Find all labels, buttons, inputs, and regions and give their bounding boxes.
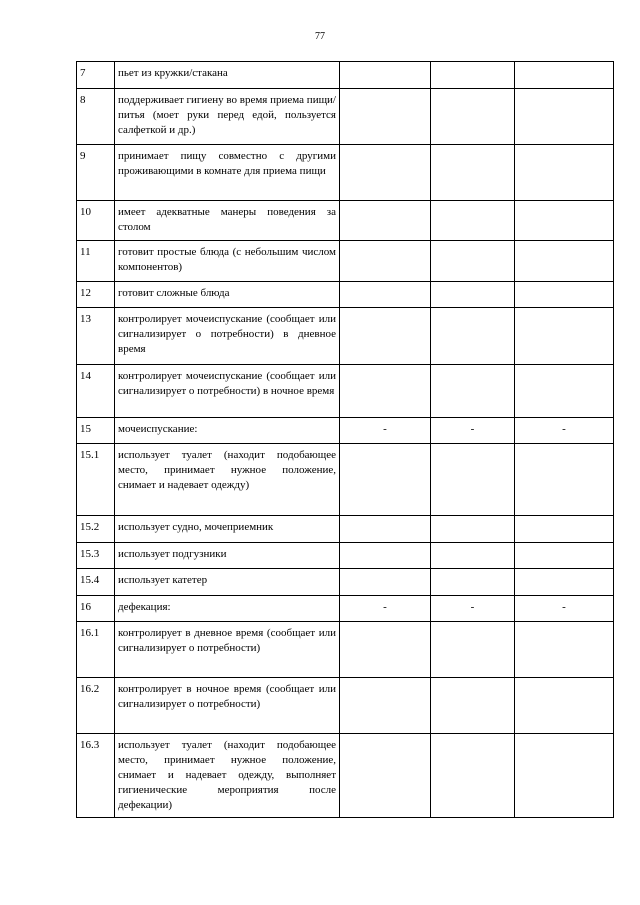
row-description: контролирует в дневное время (сообщает или сигнализирует о потребности): [115, 622, 340, 678]
row-cell: [340, 308, 431, 365]
row-cell: -: [340, 596, 431, 622]
row-cell: [340, 734, 431, 818]
row-cell: -: [431, 418, 515, 444]
row-cell: [340, 543, 431, 569]
row-cell: [515, 444, 614, 516]
row-number: 15: [77, 418, 115, 444]
table-row: [77, 145, 614, 201]
row-cell: [431, 678, 515, 734]
table-row: [77, 282, 614, 308]
row-cell: [340, 145, 431, 201]
row-number: 15.4: [77, 569, 115, 596]
row-cell: [431, 89, 515, 145]
page-number: 77: [315, 31, 325, 42]
row-number: 8: [77, 89, 115, 145]
table-row: [77, 569, 614, 596]
table-row: [77, 62, 614, 89]
row-description: использует подгузники: [115, 543, 340, 569]
row-cell: [515, 282, 614, 308]
table-row: [77, 734, 614, 818]
table-row: [77, 418, 614, 444]
row-description: готовит простые блюда (с небольшим числом компонентов): [115, 241, 340, 282]
row-cell: [431, 569, 515, 596]
row-cell: [340, 365, 431, 418]
assessment-table: [76, 61, 614, 818]
row-number: 7: [77, 62, 115, 89]
row-description: мочеиспускание:: [115, 418, 340, 444]
row-cell: -: [431, 596, 515, 622]
row-cell: [340, 62, 431, 89]
table-row: [77, 543, 614, 569]
row-description: использует туалет (находит подобающее место, принимает нужное положение, снимает и надевает одежду): [115, 444, 340, 516]
row-number: 15.1: [77, 444, 115, 516]
row-cell: [431, 241, 515, 282]
row-number: 15.3: [77, 543, 115, 569]
row-cell: [515, 365, 614, 418]
row-cell: [515, 308, 614, 365]
row-description: дефекация:: [115, 596, 340, 622]
row-cell: -: [515, 596, 614, 622]
row-cell: [340, 89, 431, 145]
table-body: [77, 62, 614, 818]
row-description: контролирует мочеиспускание (сообщает или сигнализирует о потребности) в дневное время: [115, 308, 340, 365]
row-cell: [515, 622, 614, 678]
row-description: принимает пищу совместно с другими проживающими в комнате для приема пищи: [115, 145, 340, 201]
row-cell: [431, 622, 515, 678]
table-row: [77, 622, 614, 678]
row-number: 16.3: [77, 734, 115, 818]
row-description: использует туалет (находит подобающее место, принимает нужное положение, снимает и надевает одежду, выполняет гигиенические мероприятия после дефекации): [115, 734, 340, 818]
row-cell: [515, 89, 614, 145]
row-cell: [431, 516, 515, 543]
table-row: [77, 308, 614, 365]
row-cell: -: [340, 418, 431, 444]
row-cell: [515, 241, 614, 282]
table-row: [77, 241, 614, 282]
row-cell: [340, 516, 431, 543]
row-number: 16.2: [77, 678, 115, 734]
row-cell: [431, 62, 515, 89]
table-row: [77, 201, 614, 241]
row-description: поддерживает гигиену во время приема пищи/питья (моет руки перед едой, пользуется салфеткой и др.): [115, 89, 340, 145]
row-description: использует катетер: [115, 569, 340, 596]
row-description: пьет из кружки/стакана: [115, 62, 340, 89]
row-cell: [515, 145, 614, 201]
row-cell: [431, 543, 515, 569]
row-cell: [515, 201, 614, 241]
row-cell: [431, 201, 515, 241]
row-number: 10: [77, 201, 115, 241]
row-description: готовит сложные блюда: [115, 282, 340, 308]
row-cell: [340, 569, 431, 596]
row-cell: [515, 62, 614, 89]
row-cell: [340, 678, 431, 734]
row-cell: [431, 444, 515, 516]
row-cell: [515, 678, 614, 734]
row-cell: [431, 145, 515, 201]
row-cell: [340, 241, 431, 282]
row-cell: [340, 201, 431, 241]
row-cell: [515, 516, 614, 543]
table-row: [77, 516, 614, 543]
table-row: [77, 365, 614, 418]
row-number: 16.1: [77, 622, 115, 678]
row-cell: [431, 734, 515, 818]
row-cell: [515, 569, 614, 596]
row-number: 16: [77, 596, 115, 622]
row-cell: [340, 444, 431, 516]
row-cell: -: [515, 418, 614, 444]
row-description: использует судно, мочеприемник: [115, 516, 340, 543]
row-description: контролирует мочеиспускание (сообщает или сигнализирует о потребности) в ночное время: [115, 365, 340, 418]
row-number: 12: [77, 282, 115, 308]
table-row: [77, 89, 614, 145]
row-cell: [515, 543, 614, 569]
row-number: 9: [77, 145, 115, 201]
row-cell: [515, 734, 614, 818]
row-cell: [431, 365, 515, 418]
row-cell: [431, 282, 515, 308]
row-cell: [340, 282, 431, 308]
row-cell: [431, 308, 515, 365]
row-description: контролирует в ночное время (сообщает или сигнализирует о потребности): [115, 678, 340, 734]
table-row: [77, 444, 614, 516]
row-number: 11: [77, 241, 115, 282]
row-description: имеет адекватные манеры поведения за столом: [115, 201, 340, 241]
row-cell: [340, 622, 431, 678]
table-row: [77, 596, 614, 622]
table-row: [77, 678, 614, 734]
row-number: 15.2: [77, 516, 115, 543]
row-number: 13: [77, 308, 115, 365]
row-number: 14: [77, 365, 115, 418]
